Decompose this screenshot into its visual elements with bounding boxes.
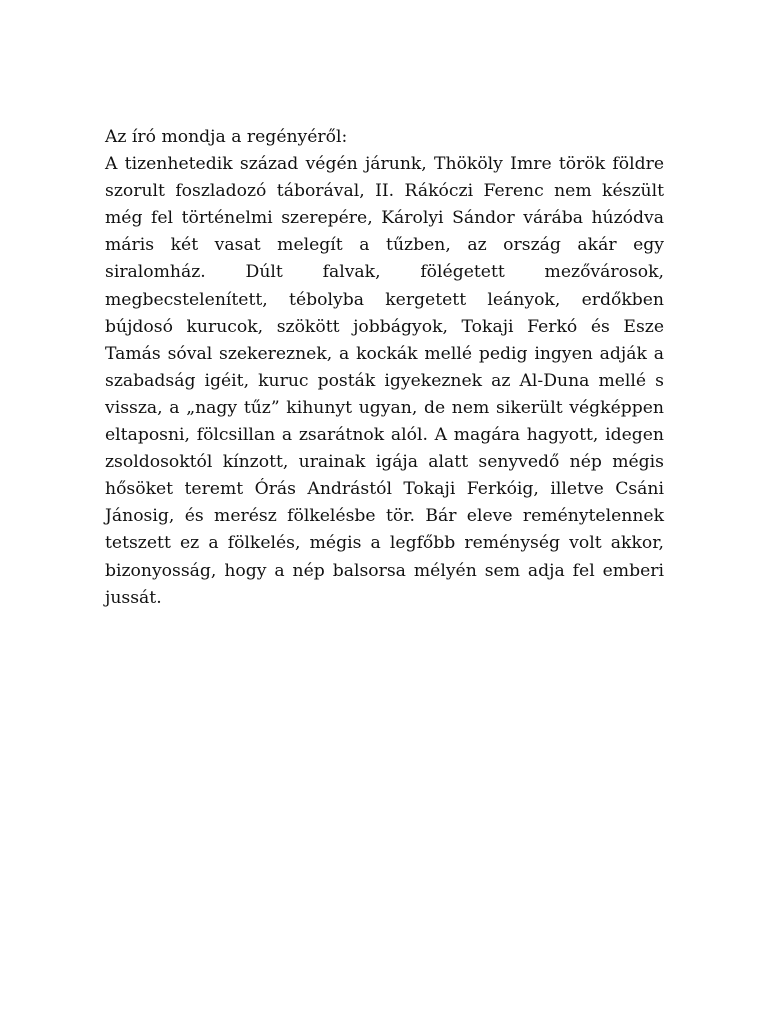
author-note-paragraph: A tizenhetedik század végén járunk, Thököly Imre török földre szorult foszladozó táborával, II. Rákóczi Ferenc nem készült még fel történelmi szerepére, Károlyi Sándor várába húzódva máris két vasat melegít a tűzben, az ország akár egy siralomház. Dúlt falvak, fölégetett mezővárosok, megbecstelenített, tébolyba kergetett leányok, erdőkben bújdosó kurucok, szökött jobbágyok, Tokaji Ferkó és Esze Tamás sóval szekereznek, a kockák mellé pedig ingyen adják a szabadság igéit, kuruc posták igyekeznek az Al-Duna mellé s vissza, a „nagy tűz” kihunyt ugyan, de nem sikerült végképpen eltaposni, fölcsillan a zsarátnok alól. A magára hagyott, idegen zsoldosoktól kínzott, urainak igája alatt senyvedő nép mégis hősöket teremt Órás Andrástól Tokaji Ferkóig, illetve Csáni Jánosig, és merész fölkelésbe tör. Bár eleve reménytelennek tetszett ez a fölkelés, mégis a legfőbb reménység volt akkor, bizonyosság, hogy a nép balsorsa mélyén sem adja fel emberi jussát. <box>105 154 664 608</box>
author-note-heading: Az író mondja a regényéről: <box>105 127 348 147</box>
text-block <box>105 124 664 612</box>
